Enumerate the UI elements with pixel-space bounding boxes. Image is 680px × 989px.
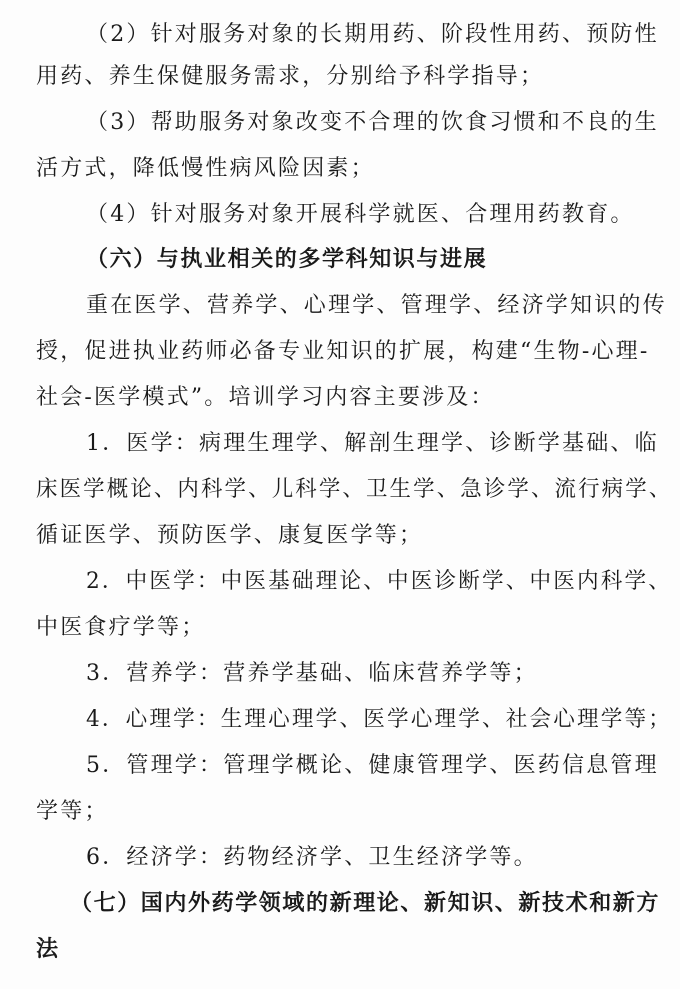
section-6-heading: （六）与执业相关的多学科知识与进展 — [86, 247, 488, 272]
nutrition-line: 3．营养学：营养学基础、临床营养学等； — [86, 661, 538, 686]
section-6-intro-line-3: 社会-医学模式”。培训学习内容主要涉及： — [36, 385, 495, 410]
economics-line: 6．经济学：药物经济学、卫生经济学等。 — [86, 845, 538, 870]
medicine-line-1: 1．医学：病理生理学、解剖生理学、诊断学基础、临 — [86, 431, 659, 456]
item-2-line-2: 用药、养生保健服务需求，分别给予科学指导； — [36, 64, 545, 89]
tcm-line-2: 中医食疗学等； — [36, 615, 206, 640]
section-7-heading-line-2: 法 — [36, 937, 60, 962]
medicine-line-3: 循证医学、预防医学、康复医学等； — [36, 523, 424, 548]
item-2-line-1: （2）针对服务对象的长期用药、阶段性用药、预防性 — [86, 22, 659, 47]
section-7-heading-line-1: （七）国内外药学领域的新理论、新知识、新技术和新方 — [70, 891, 661, 916]
item-3-line-2: 活方式，降低慢性病风险因素； — [36, 156, 375, 181]
item-4-line: （4）针对服务对象开展科学就医、合理用药教育。 — [86, 202, 635, 227]
management-line-1: 5．管理学：管理学概论、健康管理学、医药信息管理 — [86, 753, 659, 778]
tcm-line-1: 2．中医学：中医基础理论、中医诊断学、中医内科学、 — [86, 569, 672, 594]
item-3-line-1: （3）帮助服务对象改变不合理的饮食习惯和不良的生 — [86, 110, 659, 135]
section-6-intro-line-2: 授，促进执业药师必备专业知识的扩展，构建“生物-心理- — [36, 339, 650, 364]
psychology-line: 4．心理学：生理心理学、医学心理学、社会心理学等； — [86, 707, 672, 732]
section-6-intro-line-1: 重在医学、营养学、心理学、管理学、经济学知识的传 — [86, 293, 667, 318]
management-line-2: 学等； — [36, 799, 109, 824]
medicine-line-2: 床医学概论、内科学、儿科学、卫生学、急诊学、流行病学、 — [36, 477, 673, 502]
